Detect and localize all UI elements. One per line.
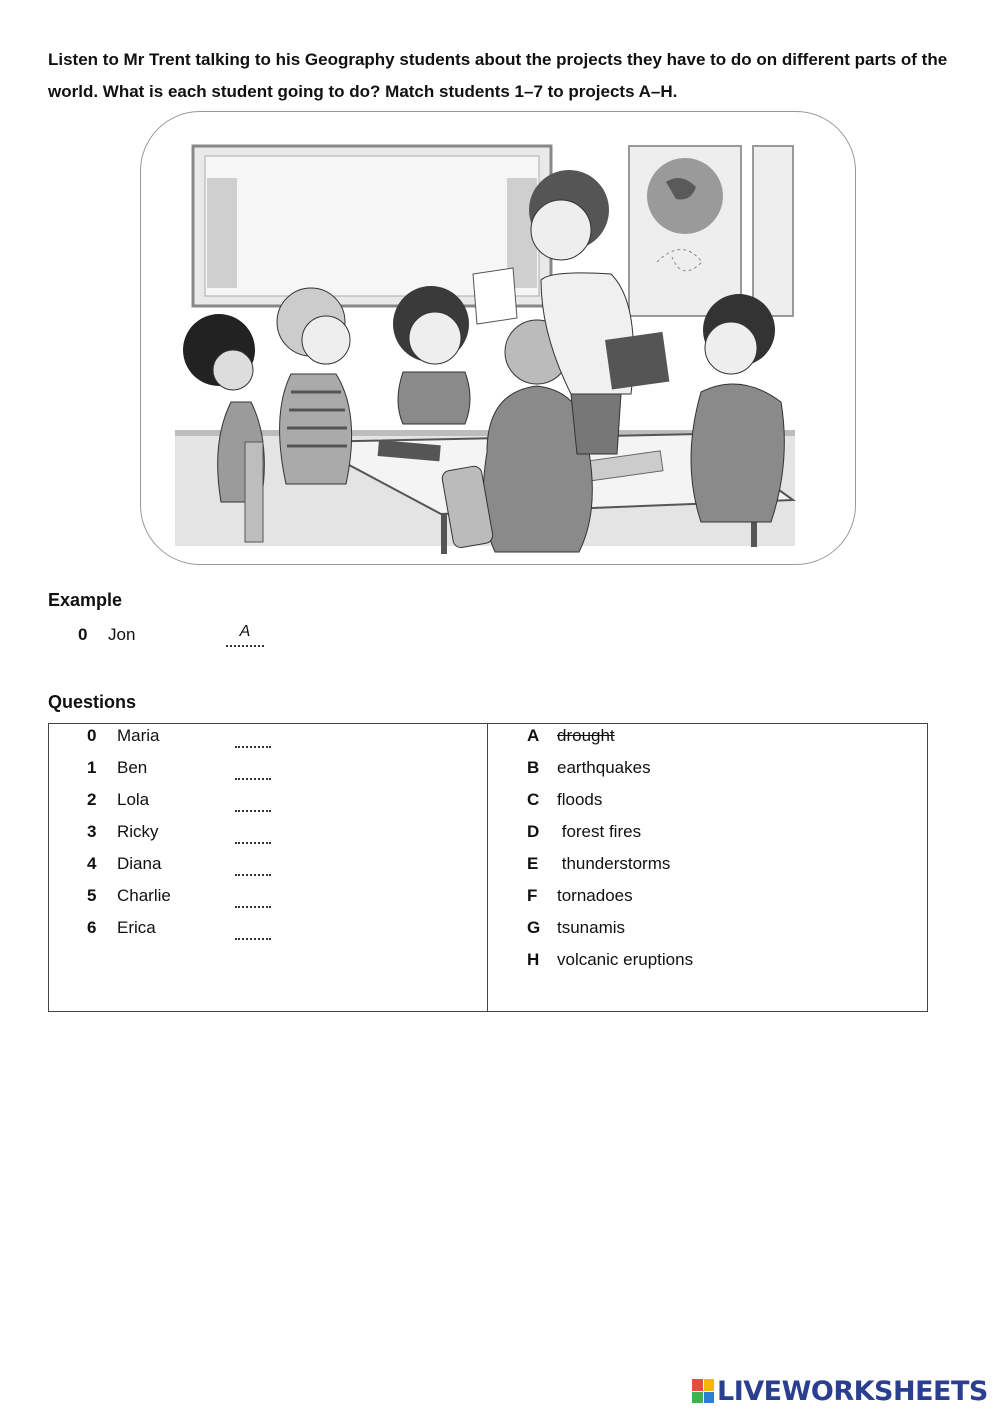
answer-blank[interactable]: [235, 924, 271, 940]
answer-blank[interactable]: [235, 892, 271, 908]
project-letter: A: [527, 726, 540, 745]
answer-blank[interactable]: [235, 732, 271, 748]
answer-blank[interactable]: [235, 828, 271, 844]
project-letter: G: [527, 918, 541, 937]
example-answer: A: [226, 623, 264, 647]
project-letter: D: [527, 822, 540, 841]
example-heading: Example: [48, 590, 123, 610]
questions-heading: Questions: [48, 692, 137, 712]
project-name: tornadoes: [557, 886, 633, 905]
project-letter: E: [527, 854, 539, 873]
instructions-text: Listen to Mr Trent talking to his Geography students about the projects they have to do on different parts of the world. What is each student going to do? Match students 1–7 to projects A–H.: [48, 50, 948, 101]
logo-icon: [692, 1379, 714, 1403]
student-number: 6: [87, 918, 97, 937]
student-number: 1: [87, 758, 97, 777]
project-letter: F: [527, 886, 538, 905]
classroom-illustration: [140, 111, 856, 565]
project-name: drought: [557, 726, 615, 745]
project-name: forest fires: [557, 822, 642, 841]
student-name: Ricky: [117, 822, 159, 841]
student-number: 0: [87, 726, 97, 745]
liveworksheets-logo[interactable]: [692, 1374, 988, 1408]
student-number: 4: [87, 854, 97, 873]
project-letter: C: [527, 790, 540, 809]
questions-box: [48, 723, 928, 1012]
example-name: Jon: [108, 625, 136, 644]
student-number: 2: [87, 790, 97, 809]
project-name: floods: [557, 790, 603, 809]
student-name: Maria: [117, 726, 160, 745]
student-name: Charlie: [117, 886, 171, 905]
project-name: earthquakes: [557, 758, 651, 777]
student-name: Diana: [117, 854, 162, 873]
project-name: tsunamis: [557, 918, 626, 937]
project-name: thunderstorms: [557, 854, 671, 873]
student-number: 3: [87, 822, 97, 841]
student-number: 5: [87, 886, 97, 905]
project-letter: B: [527, 758, 540, 777]
answer-blank[interactable]: [235, 860, 271, 876]
answer-blank[interactable]: [235, 796, 271, 812]
logo-wordmark: LIVEWORKSHEETS: [717, 1375, 988, 1407]
project-name: volcanic eruptions: [557, 950, 694, 969]
answer-blank[interactable]: [235, 764, 271, 780]
column-divider: [487, 724, 488, 1011]
project-letter: H: [527, 950, 540, 969]
example-number: 0: [78, 625, 88, 644]
student-name: Erica: [117, 918, 156, 937]
student-name: Lola: [117, 790, 150, 809]
student-name: Ben: [117, 758, 148, 777]
